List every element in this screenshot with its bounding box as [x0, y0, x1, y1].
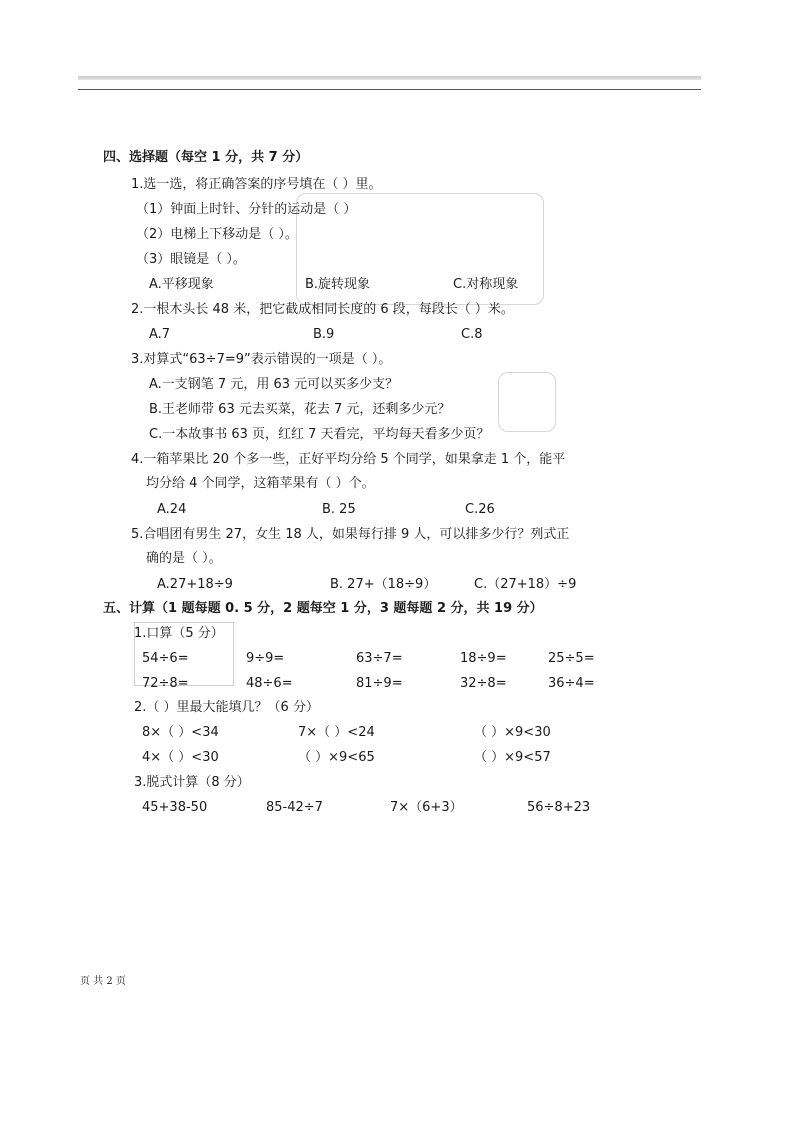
- oral-r1-3: 63÷7=: [356, 651, 403, 666]
- bleed-through-frame-2: [498, 372, 556, 432]
- oral-r2-2: 48÷6=: [246, 676, 293, 691]
- oral-heading: 1.口算（5 分）: [134, 626, 224, 641]
- q4-option-a: A.24: [157, 502, 187, 517]
- q5-option-c: C.（27+18）÷9: [474, 577, 577, 592]
- q1-sub2: （2）电梯上下移动是（ ）。: [136, 227, 298, 242]
- steps-heading: 3.脱式计算（8 分）: [134, 775, 250, 790]
- q2-option-a: A.7: [149, 327, 171, 342]
- q4-stem-line1: 4.一箱苹果比 20 个多一些，正好平均分给 5 个同学，如果拿走 1 个，能平: [131, 452, 566, 467]
- header-double-rule: [78, 76, 701, 80]
- q1-option-c: C.对称现象: [453, 277, 519, 292]
- q2-option-c: C.8: [461, 327, 483, 342]
- fill-heading: 2.（ ）里最大能填几？（6 分）: [134, 700, 319, 715]
- fill-r2-3: （ ）×9<57: [474, 750, 551, 765]
- fill-r1-1: 8×（ ）<34: [142, 725, 219, 740]
- q4-stem-line2: 均分给 4 个同学，这箱苹果有（ ）个。: [146, 476, 375, 491]
- q5-stem-line1: 5.合唱团有男生 27，女生 18 人，如果每行排 9 人，可以排多少行？列式正: [131, 527, 570, 542]
- q3-option-b: B.王老师带 63 元去买菜，花去 7 元，还剩多少元？: [149, 402, 451, 417]
- fill-r1-3: （ ）×9<30: [474, 725, 551, 740]
- section5-title: 五、计算（1 题每题 0. 5 分，2 题每空 1 分，3 题每题 2 分，共 19 分）: [103, 601, 543, 616]
- fill-r2-2: （ ）×9<65: [298, 750, 375, 765]
- q5-option-a: A.27+18÷9: [157, 577, 233, 592]
- q1-option-a: A.平移现象: [149, 277, 214, 292]
- q5-stem-line2: 确的是（ ）。: [146, 551, 222, 566]
- q1-sub3: （3）眼镜是（ ）。: [136, 252, 246, 267]
- oral-r1-1: 54÷6=: [142, 651, 189, 666]
- oral-r2-5: 36÷4=: [548, 676, 595, 691]
- oral-r1-4: 18÷9=: [460, 651, 507, 666]
- steps-item-3: 7×（6+3）: [390, 800, 463, 815]
- oral-r1-2: 9÷9=: [246, 651, 285, 666]
- section4-title: 四、选择题（每空 1 分，共 7 分）: [103, 150, 309, 165]
- steps-item-1: 45+38-50: [142, 800, 208, 815]
- q1-option-b: B.旋转现象: [305, 277, 371, 292]
- q5-option-b: B. 27+（18÷9）: [330, 577, 437, 592]
- header-rule: [78, 89, 701, 90]
- steps-item-2: 85-42÷7: [266, 800, 323, 815]
- page-footer: 页 共 2 页: [80, 976, 126, 987]
- fill-r1-2: 7×（ ）<24: [298, 725, 375, 740]
- oral-r2-4: 32÷8=: [460, 676, 507, 691]
- q3-option-a: A.一支钢笔 7 元，用 63 元可以买多少支？: [149, 377, 399, 392]
- q3-stem: 3.对算式“63÷7=9”表示错误的一项是（ ）。: [131, 352, 392, 367]
- q3-option-c: C.一本故事书 63 页，红红 7 天看完，平均每天看多少页？: [149, 427, 490, 442]
- q2-stem: 2.一根木头长 48 米，把它截成相同长度的 6 段，每段长（ ）米。: [131, 302, 514, 317]
- q1-sub1: （1）钟面上时针、分针的运动是（ ）: [136, 202, 357, 217]
- q4-option-c: C.26: [465, 502, 495, 517]
- steps-item-4: 56÷8+23: [527, 800, 591, 815]
- fill-r2-1: 4×（ ）<30: [142, 750, 219, 765]
- q1-stem: 1.选一选，将正确答案的序号填在（ ）里。: [131, 177, 382, 192]
- q4-option-b: B. 25: [322, 502, 356, 517]
- q2-option-b: B.9: [313, 327, 335, 342]
- oral-r2-1: 72÷8=: [142, 676, 189, 691]
- oral-r2-3: 81÷9=: [356, 676, 403, 691]
- oral-r1-5: 25÷5=: [548, 651, 595, 666]
